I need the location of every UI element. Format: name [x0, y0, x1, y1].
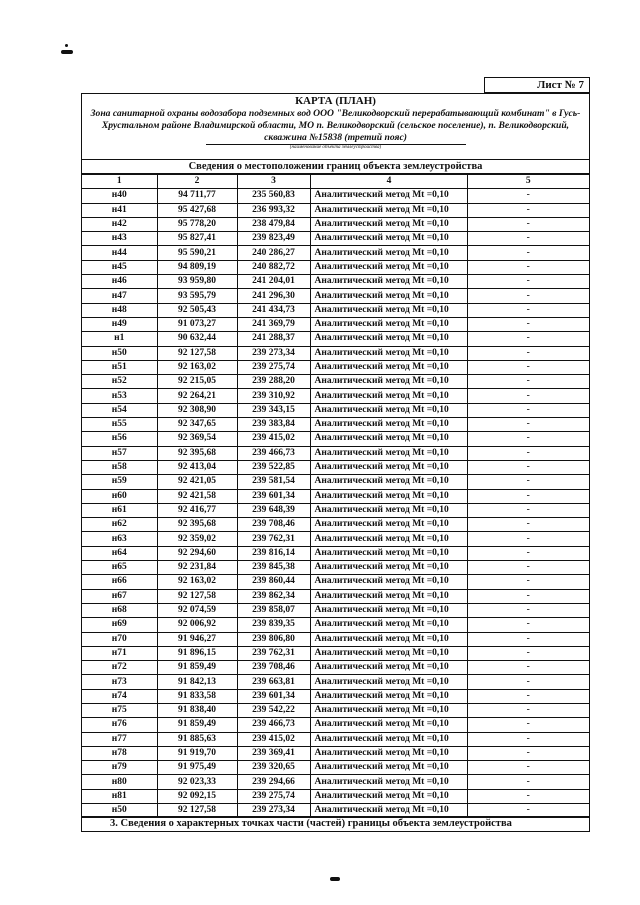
table-row [82, 418, 589, 432]
description-cell: - [467, 375, 589, 389]
y-coordinate-cell: 239 708,46 [237, 661, 310, 675]
method-cell: Аналитический метод Mt =0,10 [310, 203, 467, 217]
table-row [82, 732, 589, 746]
description-cell: - [467, 789, 589, 803]
x-coordinate-cell: 92 505,43 [157, 303, 237, 317]
y-coordinate-cell: 239 823,49 [237, 232, 310, 246]
method-cell: Аналитический метод Mt =0,10 [310, 675, 467, 689]
y-coordinate-cell: 235 560,83 [237, 189, 310, 203]
x-coordinate-cell: 92 023,33 [157, 775, 237, 789]
x-coordinate-cell: 91 859,49 [157, 718, 237, 732]
y-coordinate-cell: 239 816,14 [237, 546, 310, 560]
table-row [82, 260, 589, 274]
x-coordinate-cell: 92 127,58 [157, 804, 237, 818]
method-cell: Аналитический метод Mt =0,10 [310, 646, 467, 660]
point-id-cell: н46 [82, 275, 157, 289]
point-id-cell: н66 [82, 575, 157, 589]
description-cell: - [467, 346, 589, 360]
method-cell: Аналитический метод Mt =0,10 [310, 303, 467, 317]
table-row [82, 346, 589, 360]
description-cell: - [467, 332, 589, 346]
point-id-cell: н1 [82, 332, 157, 346]
table-row [82, 689, 589, 703]
description-cell: - [467, 389, 589, 403]
x-coordinate-cell: 92 127,58 [157, 589, 237, 603]
point-id-cell: н73 [82, 675, 157, 689]
method-cell: Аналитический метод Mt =0,10 [310, 189, 467, 203]
method-cell: Аналитический метод Mt =0,10 [310, 246, 467, 260]
x-coordinate-cell: 91 833,58 [157, 689, 237, 703]
y-coordinate-cell: 239 275,74 [237, 789, 310, 803]
column-header: 1 [82, 175, 157, 189]
point-id-cell: н69 [82, 618, 157, 632]
table-row [82, 332, 589, 346]
point-id-cell: н41 [82, 203, 157, 217]
y-coordinate-cell: 241 369,79 [237, 317, 310, 331]
x-coordinate-cell: 95 827,41 [157, 232, 237, 246]
description-cell: - [467, 675, 589, 689]
description-cell: - [467, 503, 589, 517]
table-row [82, 789, 589, 803]
point-id-cell: н50 [82, 346, 157, 360]
y-coordinate-cell: 239 601,34 [237, 689, 310, 703]
document-frame [81, 93, 590, 832]
method-cell: Аналитический метод Mt =0,10 [310, 761, 467, 775]
scan-speck [330, 877, 340, 881]
description-cell: - [467, 418, 589, 432]
table-row [82, 403, 589, 417]
method-cell: Аналитический метод Mt =0,10 [310, 532, 467, 546]
x-coordinate-cell: 92 359,02 [157, 532, 237, 546]
description-cell: - [467, 661, 589, 675]
method-cell: Аналитический метод Mt =0,10 [310, 275, 467, 289]
x-coordinate-cell: 92 294,60 [157, 546, 237, 560]
y-coordinate-cell: 239 288,20 [237, 375, 310, 389]
table-row [82, 618, 589, 632]
x-coordinate-cell: 91 919,70 [157, 746, 237, 760]
y-coordinate-cell: 239 601,34 [237, 489, 310, 503]
method-cell: Аналитический метод Mt =0,10 [310, 289, 467, 303]
x-coordinate-cell: 92 369,54 [157, 432, 237, 446]
y-coordinate-cell: 241 434,73 [237, 303, 310, 317]
scan-speck [61, 50, 73, 54]
x-coordinate-cell: 94 809,19 [157, 260, 237, 274]
column-header: 4 [310, 175, 467, 189]
table-row [82, 632, 589, 646]
table-row [82, 675, 589, 689]
method-cell: Аналитический метод Mt =0,10 [310, 317, 467, 331]
x-coordinate-cell: 91 896,15 [157, 646, 237, 660]
method-cell: Аналитический метод Mt =0,10 [310, 389, 467, 403]
point-id-cell: н59 [82, 475, 157, 489]
y-coordinate-cell: 239 275,74 [237, 360, 310, 374]
table-row [82, 275, 589, 289]
description-cell: - [467, 275, 589, 289]
table-row [82, 446, 589, 460]
method-cell: Аналитический метод Mt =0,10 [310, 632, 467, 646]
description-cell: - [467, 732, 589, 746]
point-id-cell: н64 [82, 546, 157, 560]
point-id-cell: н44 [82, 246, 157, 260]
point-id-cell: н78 [82, 746, 157, 760]
table-header-row [82, 175, 589, 189]
y-coordinate-cell: 239 320,65 [237, 761, 310, 775]
point-id-cell: н75 [82, 703, 157, 717]
method-cell: Аналитический метод Mt =0,10 [310, 804, 467, 818]
y-coordinate-cell: 236 993,32 [237, 203, 310, 217]
table-row [82, 389, 589, 403]
point-id-cell: н80 [82, 775, 157, 789]
point-id-cell: н68 [82, 603, 157, 617]
point-id-cell: н54 [82, 403, 157, 417]
method-cell: Аналитический метод Mt =0,10 [310, 732, 467, 746]
point-id-cell: н58 [82, 460, 157, 474]
table-row [82, 603, 589, 617]
method-cell: Аналитический метод Mt =0,10 [310, 260, 467, 274]
description-cell: - [467, 460, 589, 474]
x-coordinate-cell: 95 427,68 [157, 203, 237, 217]
x-coordinate-cell: 92 308,90 [157, 403, 237, 417]
table-body [82, 189, 589, 818]
table-row [82, 489, 589, 503]
x-coordinate-cell: 91 842,13 [157, 675, 237, 689]
x-coordinate-cell: 92 264,21 [157, 389, 237, 403]
method-cell: Аналитический метод Mt =0,10 [310, 375, 467, 389]
y-coordinate-cell: 239 415,02 [237, 732, 310, 746]
x-coordinate-cell: 91 975,49 [157, 761, 237, 775]
method-cell: Аналитический метод Mt =0,10 [310, 432, 467, 446]
x-coordinate-cell: 92 006,92 [157, 618, 237, 632]
description-cell: - [467, 546, 589, 560]
x-coordinate-cell: 92 416,77 [157, 503, 237, 517]
y-coordinate-cell: 239 343,15 [237, 403, 310, 417]
y-coordinate-cell: 239 806,80 [237, 632, 310, 646]
description-cell: - [467, 518, 589, 532]
y-coordinate-cell: 239 294,66 [237, 775, 310, 789]
x-coordinate-cell: 92 231,84 [157, 561, 237, 575]
description-cell: - [467, 804, 589, 818]
point-id-cell: н57 [82, 446, 157, 460]
table-row [82, 546, 589, 560]
description-cell: - [467, 575, 589, 589]
method-cell: Аналитический метод Mt =0,10 [310, 232, 467, 246]
description-cell: - [467, 203, 589, 217]
y-coordinate-cell: 239 845,38 [237, 561, 310, 575]
table-row [82, 217, 589, 231]
point-id-cell: н45 [82, 260, 157, 274]
table-row [82, 375, 589, 389]
description-cell: - [467, 446, 589, 460]
y-coordinate-cell: 239 581,54 [237, 475, 310, 489]
description-cell: - [467, 603, 589, 617]
y-coordinate-cell: 239 839,35 [237, 618, 310, 632]
y-coordinate-cell: 239 663,81 [237, 675, 310, 689]
x-coordinate-cell: 91 885,63 [157, 732, 237, 746]
method-cell: Аналитический метод Mt =0,10 [310, 789, 467, 803]
description-cell: - [467, 718, 589, 732]
point-id-cell: н76 [82, 718, 157, 732]
description-cell: - [467, 761, 589, 775]
point-id-cell: н70 [82, 632, 157, 646]
point-id-cell: н42 [82, 217, 157, 231]
footer-section-title: 3. Сведения о характерных точках части (частей) границы объекта землеустройства [82, 816, 589, 831]
y-coordinate-cell: 239 542,22 [237, 703, 310, 717]
point-id-cell: н53 [82, 389, 157, 403]
x-coordinate-cell: 92 163,02 [157, 360, 237, 374]
sheet-number: Лист № 7 [484, 77, 590, 93]
x-coordinate-cell: 92 074,59 [157, 603, 237, 617]
description-cell: - [467, 618, 589, 632]
point-id-cell: н43 [82, 232, 157, 246]
description-cell: - [467, 646, 589, 660]
method-cell: Аналитический метод Mt =0,10 [310, 332, 467, 346]
x-coordinate-cell: 92 163,02 [157, 575, 237, 589]
description-cell: - [467, 217, 589, 231]
point-id-cell: н67 [82, 589, 157, 603]
x-coordinate-cell: 93 595,79 [157, 289, 237, 303]
method-cell: Аналитический метод Mt =0,10 [310, 746, 467, 760]
x-coordinate-cell: 94 711,77 [157, 189, 237, 203]
point-id-cell: н60 [82, 489, 157, 503]
table-row [82, 203, 589, 217]
method-cell: Аналитический метод Mt =0,10 [310, 518, 467, 532]
table-row [82, 661, 589, 675]
column-header: 2 [157, 175, 237, 189]
method-cell: Аналитический метод Mt =0,10 [310, 589, 467, 603]
x-coordinate-cell: 92 347,65 [157, 418, 237, 432]
table-row [82, 432, 589, 446]
description-cell: - [467, 489, 589, 503]
table-row [82, 232, 589, 246]
point-id-cell: н61 [82, 503, 157, 517]
method-cell: Аналитический метод Mt =0,10 [310, 689, 467, 703]
x-coordinate-cell: 95 590,21 [157, 246, 237, 260]
table-row [82, 761, 589, 775]
description-cell: - [467, 232, 589, 246]
y-coordinate-cell: 239 383,84 [237, 418, 310, 432]
method-cell: Аналитический метод Mt =0,10 [310, 603, 467, 617]
description-cell: - [467, 360, 589, 374]
description-cell: - [467, 632, 589, 646]
table-row [82, 460, 589, 474]
method-cell: Аналитический метод Mt =0,10 [310, 618, 467, 632]
y-coordinate-cell: 239 522,85 [237, 460, 310, 474]
y-coordinate-cell: 239 273,34 [237, 804, 310, 818]
y-coordinate-cell: 239 466,73 [237, 446, 310, 460]
method-cell: Аналитический метод Mt =0,10 [310, 489, 467, 503]
point-id-cell: н49 [82, 317, 157, 331]
table-row [82, 718, 589, 732]
y-coordinate-cell: 239 648,39 [237, 503, 310, 517]
point-id-cell: н55 [82, 418, 157, 432]
y-coordinate-cell: 239 858,07 [237, 603, 310, 617]
column-header: 5 [467, 175, 589, 189]
method-cell: Аналитический метод Mt =0,10 [310, 360, 467, 374]
method-cell: Аналитический метод Mt =0,10 [310, 703, 467, 717]
x-coordinate-cell: 92 215,05 [157, 375, 237, 389]
description-cell: - [467, 303, 589, 317]
y-coordinate-cell: 240 286,27 [237, 246, 310, 260]
y-coordinate-cell: 241 288,37 [237, 332, 310, 346]
map-title: КАРТА (ПЛАН) [295, 95, 376, 107]
y-coordinate-cell: 239 415,02 [237, 432, 310, 446]
description-cell: - [467, 475, 589, 489]
description-cell: - [467, 532, 589, 546]
method-cell: Аналитический метод Mt =0,10 [310, 718, 467, 732]
y-coordinate-cell: 239 369,41 [237, 746, 310, 760]
x-coordinate-cell: 95 778,20 [157, 217, 237, 231]
method-cell: Аналитический метод Mt =0,10 [310, 503, 467, 517]
point-id-cell: н63 [82, 532, 157, 546]
description-cell: - [467, 432, 589, 446]
table-row [82, 775, 589, 789]
table-row [82, 746, 589, 760]
y-coordinate-cell: 238 479,84 [237, 217, 310, 231]
table-row [82, 360, 589, 374]
method-cell: Аналитический метод Mt =0,10 [310, 446, 467, 460]
description-cell: - [467, 775, 589, 789]
point-id-cell: н81 [82, 789, 157, 803]
y-coordinate-cell: 239 862,34 [237, 589, 310, 603]
x-coordinate-cell: 92 421,58 [157, 489, 237, 503]
description-cell: - [467, 403, 589, 417]
table-row [82, 589, 589, 603]
description-cell: - [467, 289, 589, 303]
method-cell: Аналитический метод Mt =0,10 [310, 403, 467, 417]
x-coordinate-cell: 92 395,68 [157, 518, 237, 532]
y-coordinate-cell: 239 310,92 [237, 389, 310, 403]
section-title: Сведения о местоположении границ объекта землеустройства [82, 160, 589, 174]
x-coordinate-cell: 92 092,15 [157, 789, 237, 803]
point-id-cell: н72 [82, 661, 157, 675]
description-cell: - [467, 317, 589, 331]
description-cell: - [467, 689, 589, 703]
x-coordinate-cell: 92 127,58 [157, 346, 237, 360]
point-id-cell: н79 [82, 761, 157, 775]
description-cell: - [467, 561, 589, 575]
x-coordinate-cell: 90 632,44 [157, 332, 237, 346]
description-cell: - [467, 189, 589, 203]
y-coordinate-cell: 239 860,44 [237, 575, 310, 589]
table-row [82, 532, 589, 546]
point-id-cell: н71 [82, 646, 157, 660]
y-coordinate-cell: 241 204,01 [237, 275, 310, 289]
description-cell: - [467, 589, 589, 603]
description-cell: - [467, 246, 589, 260]
x-coordinate-cell: 93 959,80 [157, 275, 237, 289]
x-coordinate-cell: 91 859,49 [157, 661, 237, 675]
table-row [82, 246, 589, 260]
y-coordinate-cell: 239 273,34 [237, 346, 310, 360]
method-cell: Аналитический метод Mt =0,10 [310, 575, 467, 589]
description-cell: - [467, 703, 589, 717]
scan-speck [65, 44, 68, 47]
method-cell: Аналитический метод Mt =0,10 [310, 661, 467, 675]
x-coordinate-cell: 92 395,68 [157, 446, 237, 460]
table-row [82, 646, 589, 660]
y-coordinate-cell: 239 466,73 [237, 718, 310, 732]
x-coordinate-cell: 91 838,40 [157, 703, 237, 717]
point-id-cell: н65 [82, 561, 157, 575]
method-cell: Аналитический метод Mt =0,10 [310, 346, 467, 360]
x-coordinate-cell: 92 421,05 [157, 475, 237, 489]
table-row [82, 703, 589, 717]
document-header [82, 94, 589, 160]
table-row [82, 317, 589, 331]
table-row [82, 561, 589, 575]
x-coordinate-cell: 91 946,27 [157, 632, 237, 646]
point-id-cell: н51 [82, 360, 157, 374]
y-coordinate-cell: 240 882,72 [237, 260, 310, 274]
table-row [82, 189, 589, 203]
table-row [82, 518, 589, 532]
column-header: 3 [237, 175, 310, 189]
point-id-cell: н40 [82, 189, 157, 203]
point-id-cell: н62 [82, 518, 157, 532]
point-id-cell: н50 [82, 804, 157, 818]
y-coordinate-cell: 239 762,31 [237, 532, 310, 546]
method-cell: Аналитический метод Mt =0,10 [310, 546, 467, 560]
point-id-cell: н52 [82, 375, 157, 389]
method-cell: Аналитический метод Mt =0,10 [310, 775, 467, 789]
table-row [82, 475, 589, 489]
method-cell: Аналитический метод Mt =0,10 [310, 217, 467, 231]
point-id-cell: н77 [82, 732, 157, 746]
table-row [82, 575, 589, 589]
point-id-cell: н47 [82, 289, 157, 303]
zone-description: Зона санитарной охраны водозабора подземных вод ООО "Великодворский перерабатывающий комбинат" в Гусь-Хрустальном районе Владимирской области, МО п. Великодворский (сельское поселение), п. Великодворский, скважина №15838 (третий пояс) [90, 108, 581, 143]
method-cell: Аналитический метод Mt =0,10 [310, 418, 467, 432]
boundary-points-table [82, 174, 589, 818]
table-row [82, 503, 589, 517]
x-coordinate-cell: 92 413,04 [157, 460, 237, 474]
object-name-caption-line [206, 144, 466, 153]
method-cell: Аналитический метод Mt =0,10 [310, 475, 467, 489]
description-cell: - [467, 260, 589, 274]
point-id-cell: н48 [82, 303, 157, 317]
method-cell: Аналитический метод Mt =0,10 [310, 561, 467, 575]
point-id-cell: н56 [82, 432, 157, 446]
description-cell: - [467, 746, 589, 760]
table-row [82, 303, 589, 317]
y-coordinate-cell: 241 296,30 [237, 289, 310, 303]
method-cell: Аналитический метод Mt =0,10 [310, 460, 467, 474]
point-id-cell: н74 [82, 689, 157, 703]
y-coordinate-cell: 239 762,31 [237, 646, 310, 660]
y-coordinate-cell: 239 708,46 [237, 518, 310, 532]
x-coordinate-cell: 91 073,27 [157, 317, 237, 331]
table-row [82, 289, 589, 303]
object-name-caption: (наименование объекта землеустройства) [289, 145, 382, 150]
